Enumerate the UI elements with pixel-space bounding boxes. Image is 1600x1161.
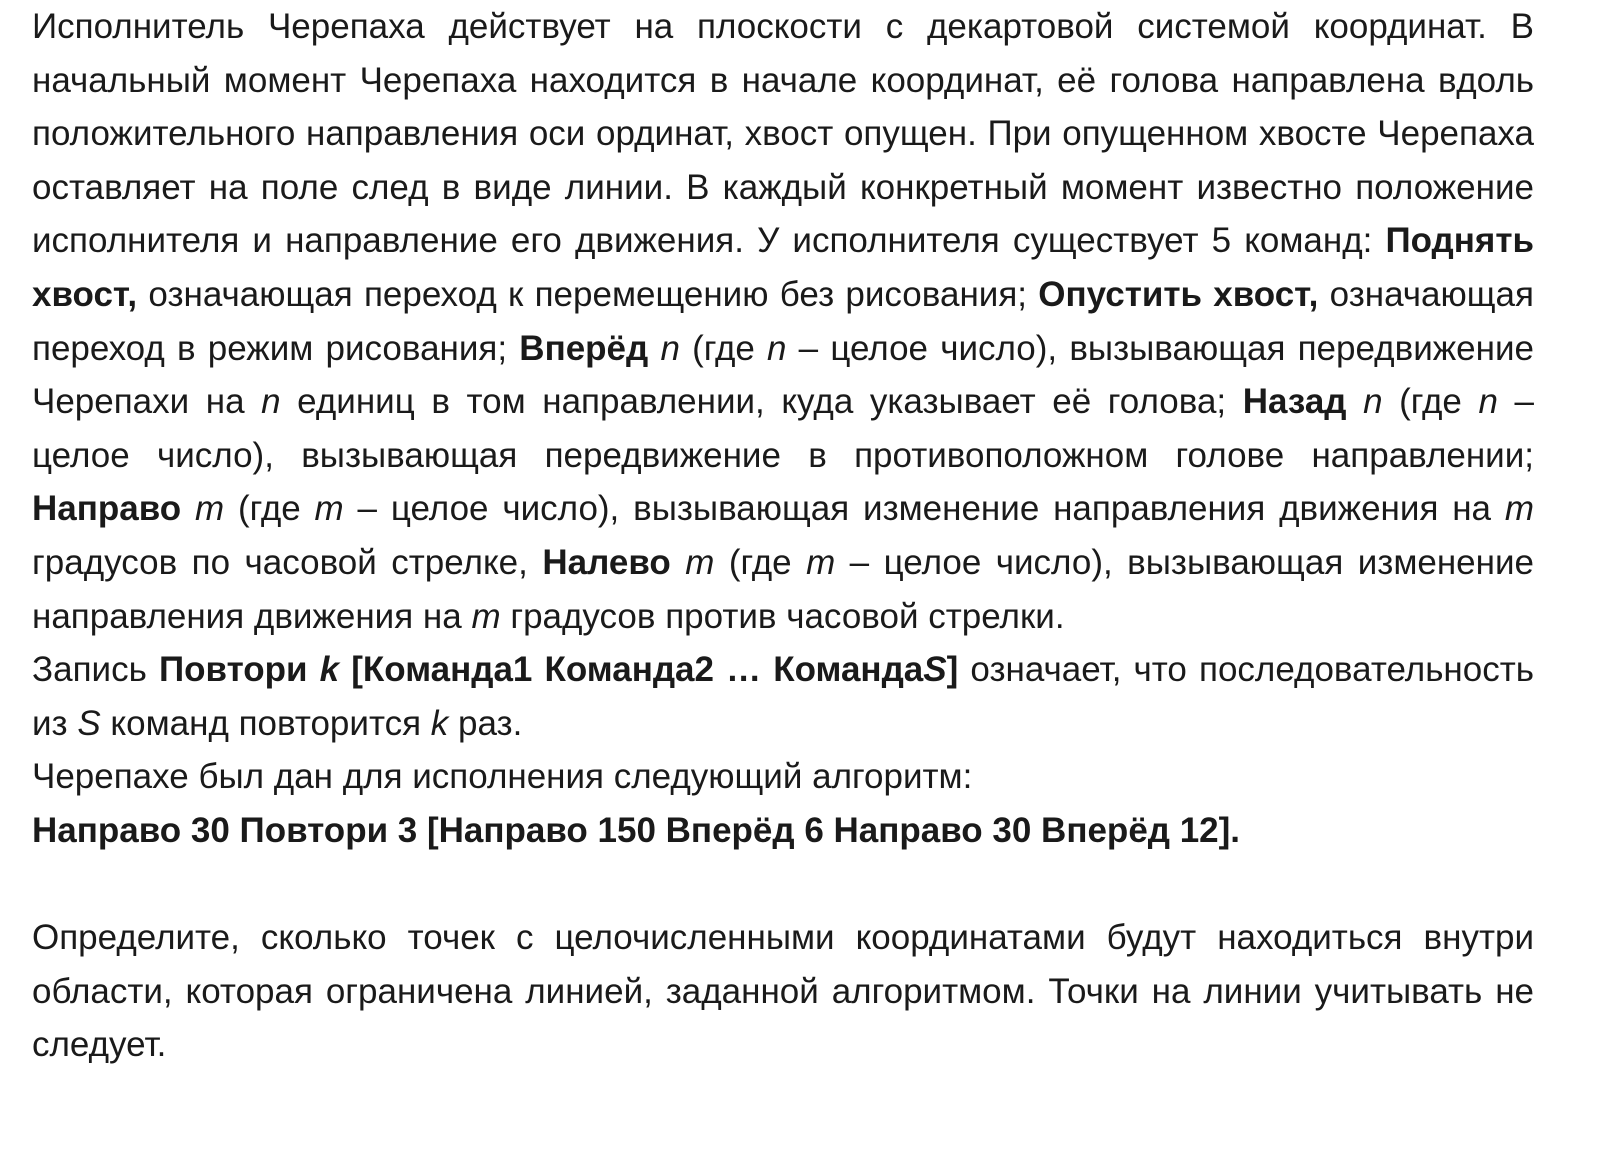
repeat-text: раз. [448, 703, 523, 743]
intro-text: (где [714, 542, 807, 582]
variable-n: n [660, 328, 680, 368]
algorithm-line [32, 804, 1534, 858]
task-intro-paragraph [32, 0, 1534, 643]
command-list: [Команда1 Команда2 … Команда [351, 650, 924, 690]
repeat-text: Запись [32, 650, 159, 690]
variable-n: n [1363, 382, 1383, 422]
intro-text: Исполнитель Черепаха действует на плоскости с декартовой системой координат. В начальный момент Черепаха находится в начале координат, её голова направлена вдоль положительного направления оси ординат, хвост опущен. При опущенном хвосте Черепаха оставляет на поле след в виде линии. В каждый конкретный момент известно положение исполнителя и направление его движения. У исполнителя существует 5 команд: [32, 7, 1534, 261]
variable-m: m [1504, 489, 1534, 529]
intro-text: – целое число), вызывающая изменение направления движения на [343, 489, 1505, 529]
variable-m: m [471, 596, 501, 636]
intro-text: означающая переход в режим рисования; [32, 274, 1534, 368]
repeat-text: команд повторится [100, 703, 431, 743]
given-algorithm-intro: Черепахе был дан для исполнения следующий алгоритм: [32, 757, 973, 797]
command-back: Назад [1242, 382, 1347, 422]
variable-n: n [261, 382, 281, 422]
variable-n: n [1478, 382, 1498, 422]
command-repeat: Повтори [158, 650, 308, 690]
repeat-text: означает, что последовательность из [32, 650, 1534, 743]
intro-text: – целое число), вызывающая передвижение Черепахи на [32, 328, 1534, 422]
intro-text: – целое число), вызывающая изменение направления движения на [32, 542, 1534, 636]
command-forward: Вперёд [519, 328, 649, 368]
command-right: Направо [32, 489, 182, 529]
question-paragraph: Определите, сколько точек с целочисленными координатами будут находиться внутри области, которая ограничена линией, заданной алгоритмом. Точки на линии учитывать не следует. [32, 918, 1534, 1065]
variable-m: m [314, 489, 344, 529]
command-pen-down: Опустить хвост, [1038, 274, 1319, 314]
variable-m: m [685, 542, 715, 582]
variable-s: S [923, 650, 947, 690]
task-document [32, 0, 1534, 1072]
repeat-definition-paragraph [32, 643, 1534, 750]
intro-text: единиц в том направлении, куда указывает её голова; [280, 382, 1243, 422]
command-list-end: ] [946, 650, 959, 690]
intro-text: (где [224, 489, 315, 529]
variable-m: m [806, 542, 836, 582]
variable-n: n [767, 328, 787, 368]
variable-m: m [195, 489, 225, 529]
variable-k: k [430, 703, 449, 743]
command-pen-up: Поднять хвост, [32, 221, 1534, 314]
intro-text: – целое число), вызывающая передвижение в противоположном голове направлении; [32, 382, 1534, 475]
intro-text: градусов по часовой стрелке, [32, 542, 543, 582]
intro-text: (где [679, 328, 768, 368]
variable-s: S [77, 703, 101, 743]
command-left: Налево [542, 542, 671, 582]
variable-k: k [319, 650, 340, 690]
algorithm-code: Направо 30 Повтори 3 [Направо 150 Вперёд 6 Направо 30 Вперёд 12]. [32, 810, 1241, 850]
intro-text: (где [1382, 382, 1479, 422]
intro-text: означающая переход к перемещению без рисования; [137, 274, 1039, 314]
blank-line [32, 858, 1534, 912]
intro-text: градусов против часовой стрелки. [500, 596, 1065, 636]
